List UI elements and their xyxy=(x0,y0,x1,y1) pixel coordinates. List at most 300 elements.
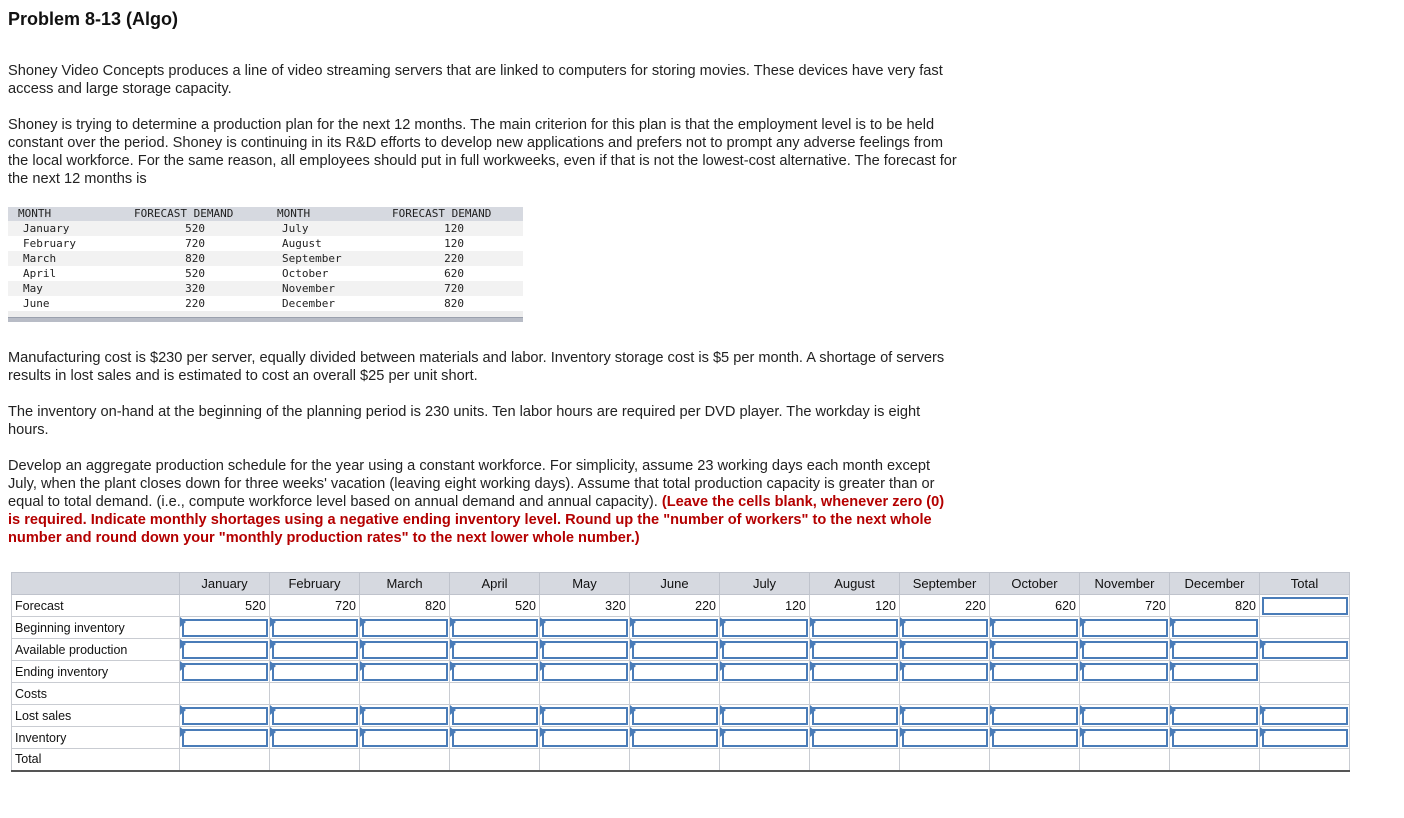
input-marker-icon xyxy=(810,661,816,671)
available-cell-september xyxy=(900,639,990,661)
input-marker-icon xyxy=(720,617,726,627)
lost-input-january[interactable] xyxy=(182,707,268,725)
input-marker-icon xyxy=(270,639,276,649)
input-marker-icon xyxy=(540,639,546,649)
input-marker-icon xyxy=(900,639,906,649)
inventory-input-august[interactable] xyxy=(812,729,898,747)
input-marker-icon xyxy=(450,617,456,627)
input-marker-icon xyxy=(180,727,186,737)
forecast-value-october: 620 xyxy=(990,595,1080,617)
total-blank-july xyxy=(720,749,810,771)
lost-input-march[interactable] xyxy=(362,707,448,725)
inventory-input-february[interactable] xyxy=(272,729,358,747)
forecast-input-total[interactable] xyxy=(1262,597,1348,615)
forecast-month-cell: February xyxy=(23,237,76,250)
inventory-cell-july xyxy=(720,727,810,749)
column-header-may: May xyxy=(540,573,630,595)
column-header-february: February xyxy=(270,573,360,595)
costs-blank-total xyxy=(1260,683,1350,705)
input-marker-icon xyxy=(540,705,546,715)
ending-cell-march xyxy=(360,661,450,683)
available-cell-may xyxy=(540,639,630,661)
input-marker-icon xyxy=(450,727,456,737)
input-marker-icon xyxy=(360,705,366,715)
ending-cell-september xyxy=(900,661,990,683)
input-marker-icon xyxy=(1260,705,1266,715)
forecast-month-cell: January xyxy=(23,222,70,235)
available-input-october[interactable] xyxy=(992,641,1078,659)
forecast-month-cell: December xyxy=(282,297,335,310)
forecast-demand-cell: 320 xyxy=(185,282,205,295)
total-blank-march xyxy=(360,749,450,771)
ending-input-march[interactable] xyxy=(362,663,448,681)
available-input-march[interactable] xyxy=(362,641,448,659)
beginning-cell-february xyxy=(270,617,360,639)
forecast-value-september: 220 xyxy=(900,595,990,617)
schedule-row-beginning xyxy=(12,617,1350,639)
forecast-table-row xyxy=(8,221,523,236)
input-marker-icon xyxy=(720,639,726,649)
plan-paragraph: Shoney is trying to determine a production plan for the next 12 months. The main criterion for this plan is that the employment level is to be held constant over the period. Shoney is continuing in its R&D efforts to develop new applications and prefers not to prompt any adverse feelings from the local workforce. For the same reason, all employees should put in full workweeks, even if that is not the lowest-cost alternative. The forecast for the next 12 months is xyxy=(8,117,957,187)
column-header-october: October xyxy=(990,573,1080,595)
available-input-july[interactable] xyxy=(722,641,808,659)
ending-cell-december xyxy=(1170,661,1260,683)
input-marker-icon xyxy=(630,727,636,737)
beginning-cell-december xyxy=(1170,617,1260,639)
ending-input-december[interactable] xyxy=(1172,663,1258,681)
input-marker-icon xyxy=(810,639,816,649)
schedule-row-forecast xyxy=(12,595,1350,617)
lost-cell-may xyxy=(540,705,630,727)
forecast-demand-cell: 120 xyxy=(444,222,464,235)
schedule-row-inventory xyxy=(12,727,1350,749)
column-header-total: Total xyxy=(1260,573,1350,595)
beginning-input-january[interactable] xyxy=(182,619,268,637)
forecast-demand-cell: 120 xyxy=(444,237,464,250)
costs-blank-january xyxy=(180,683,270,705)
beginning-cell-may xyxy=(540,617,630,639)
column-header-december: December xyxy=(1170,573,1260,595)
beginning-cell-october xyxy=(990,617,1080,639)
lost-input-december[interactable] xyxy=(1172,707,1258,725)
input-marker-icon xyxy=(1260,639,1266,649)
forecast-cell-total xyxy=(1260,595,1350,617)
forecast-demand-cell: 620 xyxy=(444,267,464,280)
cost-paragraph: Manufacturing cost is $230 per server, equally divided between materials and labor. Inventory storage cost is $5 per month. A shortage of servers results in lost sales and is estimated to cost an overall $25 per unit short. xyxy=(8,350,945,384)
lost-cell-total xyxy=(1260,705,1350,727)
ending-input-february[interactable] xyxy=(272,663,358,681)
ending-cell-october xyxy=(990,661,1080,683)
beginning-input-july[interactable] xyxy=(722,619,808,637)
forecast-value-december: 820 xyxy=(1170,595,1260,617)
instructions-paragraph xyxy=(8,457,958,547)
forecast-table-row xyxy=(8,236,523,251)
inventory-cell-march xyxy=(360,727,450,749)
costs-blank-april xyxy=(450,683,540,705)
lost-cell-september xyxy=(900,705,990,727)
forecast-demand-cell: 820 xyxy=(444,297,464,310)
input-marker-icon xyxy=(1080,661,1086,671)
ending-input-january[interactable] xyxy=(182,663,268,681)
beginning-input-may[interactable] xyxy=(542,619,628,637)
available-cell-january xyxy=(180,639,270,661)
problem-title: Problem 8-13 (Algo) xyxy=(8,9,179,29)
forecast-month-cell: May xyxy=(23,282,43,295)
row-label-ending: Ending inventory xyxy=(12,661,180,683)
inventory-cell-may xyxy=(540,727,630,749)
available-cell-april xyxy=(450,639,540,661)
lost-input-april[interactable] xyxy=(452,707,538,725)
input-marker-icon xyxy=(630,617,636,627)
total-blank-october xyxy=(990,749,1080,771)
ending-cell-august xyxy=(810,661,900,683)
ending-input-april[interactable] xyxy=(452,663,538,681)
ending-cell-january xyxy=(180,661,270,683)
lost-cell-march xyxy=(360,705,450,727)
column-header-august: August xyxy=(810,573,900,595)
input-marker-icon xyxy=(540,661,546,671)
lost-input-july[interactable] xyxy=(722,707,808,725)
schedule-row-total xyxy=(12,749,1350,771)
forecast-demand-cell: 220 xyxy=(444,252,464,265)
total-blank-total xyxy=(1260,749,1350,771)
forecast-value-november: 720 xyxy=(1080,595,1170,617)
forecast-value-may: 320 xyxy=(540,595,630,617)
row-label-beginning: Beginning inventory xyxy=(12,617,180,639)
beginning-input-december[interactable] xyxy=(1172,619,1258,637)
beginning-input-november[interactable] xyxy=(1082,619,1168,637)
input-marker-icon xyxy=(1170,617,1176,627)
header-demand-1: FORECAST DEMAND xyxy=(134,207,234,220)
inventory-input-april[interactable] xyxy=(452,729,538,747)
total-blank-august xyxy=(810,749,900,771)
beginning-cell-july xyxy=(720,617,810,639)
input-marker-icon xyxy=(540,617,546,627)
costs-blank-october xyxy=(990,683,1080,705)
input-marker-icon xyxy=(270,617,276,627)
ending-input-november[interactable] xyxy=(1082,663,1168,681)
inventory-input-january[interactable] xyxy=(182,729,268,747)
instructions-text: Develop an aggregate production schedule for the year using a constant workforce. For simplicity, assume 23 working days each month except July, when the plant closes down for three weeks' vacation (leaving eight working days). Assume that total production capacity is greater than or equal to total demand. (i.e., compute workforce level based on annual demand and annual capacity). xyxy=(8,458,935,510)
input-marker-icon xyxy=(720,661,726,671)
forecast-value-june: 220 xyxy=(630,595,720,617)
beginning-cell-november xyxy=(1080,617,1170,639)
input-marker-icon xyxy=(900,617,906,627)
forecast-demand-cell: 720 xyxy=(185,237,205,250)
input-marker-icon xyxy=(1170,727,1176,737)
ending-input-september[interactable] xyxy=(902,663,988,681)
inventory-input-december[interactable] xyxy=(1172,729,1258,747)
available-cell-august xyxy=(810,639,900,661)
forecast-month-cell: April xyxy=(23,267,57,280)
ending-input-august[interactable] xyxy=(812,663,898,681)
lost-input-june[interactable] xyxy=(632,707,718,725)
available-input-june[interactable] xyxy=(632,641,718,659)
lost-cell-january xyxy=(180,705,270,727)
ending-cell-may xyxy=(540,661,630,683)
ending-cell-june xyxy=(630,661,720,683)
available-cell-june xyxy=(630,639,720,661)
row-label-available: Available production xyxy=(12,639,180,661)
available-cell-total xyxy=(1260,639,1350,661)
lost-input-may[interactable] xyxy=(542,707,628,725)
column-header-april: April xyxy=(450,573,540,595)
forecast-month-cell: June xyxy=(23,297,50,310)
ending-cell-april xyxy=(450,661,540,683)
beginning-input-march[interactable] xyxy=(362,619,448,637)
instructions-red-note: (Leave the cells blank, whenever zero (0) is required. Indicate monthly shortages using a negative ending inventory level. Round up the "number of workers" to the next whole number and round down your "monthly production rates" to the next lower whole number.) xyxy=(8,494,945,546)
forecast-month-cell: November xyxy=(282,282,335,295)
available-cell-december xyxy=(1170,639,1260,661)
total-blank-january xyxy=(180,749,270,771)
costs-blank-september xyxy=(900,683,990,705)
available-cell-november xyxy=(1080,639,1170,661)
beginning-cell-august xyxy=(810,617,900,639)
input-marker-icon xyxy=(270,727,276,737)
available-input-february[interactable] xyxy=(272,641,358,659)
lost-input-september[interactable] xyxy=(902,707,988,725)
lost-input-august[interactable] xyxy=(812,707,898,725)
beginning-cell-january xyxy=(180,617,270,639)
total-blank-september xyxy=(900,749,990,771)
lost-cell-december xyxy=(1170,705,1260,727)
lost-cell-june xyxy=(630,705,720,727)
available-cell-october xyxy=(990,639,1080,661)
input-marker-icon xyxy=(630,661,636,671)
forecast-demand-cell: 520 xyxy=(185,267,205,280)
column-header-november: November xyxy=(1080,573,1170,595)
costs-blank-july xyxy=(720,683,810,705)
beginning-input-april[interactable] xyxy=(452,619,538,637)
ending-input-june[interactable] xyxy=(632,663,718,681)
input-marker-icon xyxy=(1080,639,1086,649)
input-marker-icon xyxy=(180,661,186,671)
forecast-demand-cell: 720 xyxy=(444,282,464,295)
forecast-demand-cell: 520 xyxy=(185,222,205,235)
beginning-cell-march xyxy=(360,617,450,639)
inventory-cell-december xyxy=(1170,727,1260,749)
forecast-table-row xyxy=(8,266,523,281)
input-marker-icon xyxy=(1080,617,1086,627)
input-marker-icon xyxy=(990,617,996,627)
ending-input-may[interactable] xyxy=(542,663,628,681)
row-label-costs: Costs xyxy=(12,683,180,705)
input-marker-icon xyxy=(990,661,996,671)
header-month-2: MONTH xyxy=(277,207,311,220)
column-header-july: July xyxy=(720,573,810,595)
input-marker-icon xyxy=(1170,661,1176,671)
ending-cell-february xyxy=(270,661,360,683)
input-marker-icon xyxy=(270,661,276,671)
ending-input-october[interactable] xyxy=(992,663,1078,681)
inventory-input-november[interactable] xyxy=(1082,729,1168,747)
forecast-table-row xyxy=(8,296,523,311)
column-header-june: June xyxy=(630,573,720,595)
forecast-demand-cell: 820 xyxy=(185,252,205,265)
available-input-total[interactable] xyxy=(1262,641,1348,659)
schedule-row-costs xyxy=(12,683,1350,705)
lost-cell-july xyxy=(720,705,810,727)
forecast-month-cell: July xyxy=(282,222,309,235)
total-blank-june xyxy=(630,749,720,771)
input-marker-icon xyxy=(630,639,636,649)
available-input-april[interactable] xyxy=(452,641,538,659)
forecast-value-april: 520 xyxy=(450,595,540,617)
available-input-january[interactable] xyxy=(182,641,268,659)
inventory-cell-january xyxy=(180,727,270,749)
forecast-value-july: 120 xyxy=(720,595,810,617)
beginning-input-august[interactable] xyxy=(812,619,898,637)
inventory-paragraph: The inventory on-hand at the beginning of the planning period is 230 units. Ten labor hours are required per DVD player. The workday is eight hours. xyxy=(8,404,921,438)
inventory-cell-total xyxy=(1260,727,1350,749)
input-marker-icon xyxy=(990,705,996,715)
input-marker-icon xyxy=(720,727,726,737)
input-marker-icon xyxy=(450,705,456,715)
costs-blank-december xyxy=(1170,683,1260,705)
beginning-input-june[interactable] xyxy=(632,619,718,637)
column-header-march: March xyxy=(360,573,450,595)
corner-header xyxy=(12,573,180,595)
available-cell-february xyxy=(270,639,360,661)
available-input-december[interactable] xyxy=(1172,641,1258,659)
inventory-cell-february xyxy=(270,727,360,749)
row-label-lost: Lost sales xyxy=(12,705,180,727)
total-blank-april xyxy=(450,749,540,771)
lost-input-october[interactable] xyxy=(992,707,1078,725)
ending-input-july[interactable] xyxy=(722,663,808,681)
inventory-input-october[interactable] xyxy=(992,729,1078,747)
input-marker-icon xyxy=(900,727,906,737)
row-label-forecast: Forecast xyxy=(12,595,180,617)
forecast-value-march: 820 xyxy=(360,595,450,617)
lost-cell-april xyxy=(450,705,540,727)
forecast-month-cell: September xyxy=(282,252,342,265)
beginning-input-february[interactable] xyxy=(272,619,358,637)
header-demand-2: FORECAST DEMAND xyxy=(392,207,492,220)
inventory-cell-september xyxy=(900,727,990,749)
column-header-september: September xyxy=(900,573,990,595)
input-marker-icon xyxy=(810,727,816,737)
input-marker-icon xyxy=(810,705,816,715)
forecast-month-cell: August xyxy=(282,237,322,250)
forecast-value-january: 520 xyxy=(180,595,270,617)
inventory-input-september[interactable] xyxy=(902,729,988,747)
schedule-row-lost xyxy=(12,705,1350,727)
intro-paragraph: Shoney Video Concepts produces a line of video streaming servers that are linked to computers for storing movies. These devices have very fast access and large storage capacity. xyxy=(8,63,943,97)
ending-blank-total xyxy=(1260,661,1350,683)
inventory-cell-april xyxy=(450,727,540,749)
header-month-1: MONTH xyxy=(18,207,52,220)
forecast-value-august: 120 xyxy=(810,595,900,617)
input-marker-icon xyxy=(360,617,366,627)
available-cell-march xyxy=(360,639,450,661)
input-marker-icon xyxy=(900,705,906,715)
input-marker-icon xyxy=(180,617,186,627)
inventory-input-march[interactable] xyxy=(362,729,448,747)
input-marker-icon xyxy=(990,639,996,649)
ending-cell-november xyxy=(1080,661,1170,683)
costs-blank-march xyxy=(360,683,450,705)
input-marker-icon xyxy=(630,705,636,715)
inventory-cell-november xyxy=(1080,727,1170,749)
row-label-total: Total xyxy=(12,749,180,771)
input-marker-icon xyxy=(1170,639,1176,649)
input-marker-icon xyxy=(1080,727,1086,737)
input-marker-icon xyxy=(450,661,456,671)
costs-blank-august xyxy=(810,683,900,705)
forecast-month-cell: March xyxy=(23,252,57,265)
lost-cell-november xyxy=(1080,705,1170,727)
available-input-september[interactable] xyxy=(902,641,988,659)
input-marker-icon xyxy=(810,617,816,627)
inventory-input-july[interactable] xyxy=(722,729,808,747)
lost-input-total[interactable] xyxy=(1262,707,1348,725)
input-marker-icon xyxy=(270,705,276,715)
costs-blank-february xyxy=(270,683,360,705)
forecast-table-header xyxy=(8,207,523,221)
lost-cell-february xyxy=(270,705,360,727)
total-blank-december xyxy=(1170,749,1260,771)
lost-input-february[interactable] xyxy=(272,707,358,725)
schedule-row-available xyxy=(12,639,1350,661)
forecast-month-cell: October xyxy=(282,267,329,280)
input-marker-icon xyxy=(450,639,456,649)
lost-cell-august xyxy=(810,705,900,727)
total-blank-february xyxy=(270,749,360,771)
inventory-input-total[interactable] xyxy=(1262,729,1348,747)
input-marker-icon xyxy=(360,727,366,737)
input-marker-icon xyxy=(900,661,906,671)
input-marker-icon xyxy=(720,705,726,715)
input-marker-icon xyxy=(180,639,186,649)
row-label-inventory: Inventory xyxy=(12,727,180,749)
input-marker-icon xyxy=(1170,705,1176,715)
available-cell-july xyxy=(720,639,810,661)
forecast-value-february: 720 xyxy=(270,595,360,617)
inventory-cell-october xyxy=(990,727,1080,749)
inventory-cell-august xyxy=(810,727,900,749)
inventory-input-may[interactable] xyxy=(542,729,628,747)
inventory-input-june[interactable] xyxy=(632,729,718,747)
costs-blank-november xyxy=(1080,683,1170,705)
inventory-cell-june xyxy=(630,727,720,749)
schedule-row-ending xyxy=(12,661,1350,683)
input-marker-icon xyxy=(1260,727,1266,737)
input-marker-icon xyxy=(180,705,186,715)
beginning-input-october[interactable] xyxy=(992,619,1078,637)
lost-input-november[interactable] xyxy=(1082,707,1168,725)
total-blank-november xyxy=(1080,749,1170,771)
beginning-cell-april xyxy=(450,617,540,639)
forecast-table-row xyxy=(8,281,523,296)
costs-blank-may xyxy=(540,683,630,705)
input-marker-icon xyxy=(360,661,366,671)
forecast-demand-cell: 220 xyxy=(185,297,205,310)
ending-cell-july xyxy=(720,661,810,683)
forecast-table xyxy=(8,207,523,322)
total-blank-may xyxy=(540,749,630,771)
input-marker-icon xyxy=(540,727,546,737)
available-input-november[interactable] xyxy=(1082,641,1168,659)
beginning-input-september[interactable] xyxy=(902,619,988,637)
available-input-may[interactable] xyxy=(542,641,628,659)
column-header-january: January xyxy=(180,573,270,595)
available-input-august[interactable] xyxy=(812,641,898,659)
lost-cell-october xyxy=(990,705,1080,727)
input-marker-icon xyxy=(1080,705,1086,715)
input-marker-icon xyxy=(360,639,366,649)
schedule-table xyxy=(11,572,1350,772)
